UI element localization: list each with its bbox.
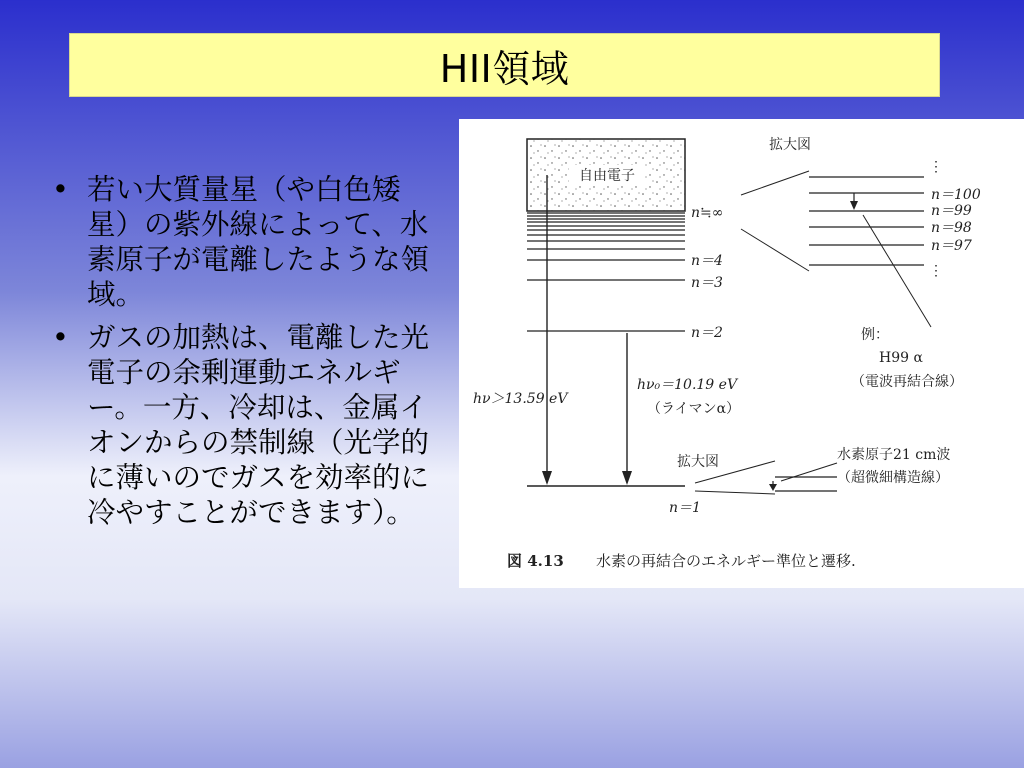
lyman-name-label: （ライマンα） (647, 401, 741, 417)
zoom-guide-bottom (741, 229, 809, 271)
enlarged-view-top-label: 拡大図 (769, 137, 811, 153)
level-n100: n＝100 (931, 187, 981, 203)
example-pointer (863, 215, 931, 327)
enlarged-view-bottom-label: 拡大図 (677, 454, 719, 470)
bullet-text: 若い大質量星（や白色矮星）の紫外線によって、水素原子が電離したような領域。 (87, 173, 430, 311)
level-n99: n＝99 (931, 203, 972, 219)
level-n4: n＝4 (691, 253, 723, 269)
figure-caption-number: 図 4.13 (507, 552, 564, 570)
level-n98: n＝98 (931, 220, 972, 236)
hyperfine-label: （超微細構造線） (837, 470, 949, 486)
dots-top-icon: ⋮ (929, 159, 943, 175)
h99-arrowhead-icon (850, 201, 858, 210)
h99-alpha-label: H99 α (879, 350, 923, 366)
dots-bottom-icon: ⋮ (929, 263, 943, 279)
level-n-inf: n≒∞ (691, 205, 724, 221)
figure-caption-text: 水素の再結合のエネルギー準位と遷移. (596, 552, 856, 570)
free-electron-label: 自由電子 (579, 168, 635, 184)
radio-recombination-label: （電波再結合線） (851, 374, 963, 390)
bullet-item (50, 320, 440, 530)
continuum-levels (527, 213, 685, 249)
ionization-arrowhead-icon (542, 471, 552, 485)
example-label: 例： (861, 327, 889, 343)
level-n2: n＝2 (691, 325, 723, 341)
title-box (69, 33, 940, 97)
21cm-pointer (781, 463, 837, 481)
bullet-dot-icon: • (52, 321, 69, 354)
energy-level-figure (459, 119, 1024, 588)
bullet-list (50, 172, 440, 538)
level-n97: n＝97 (931, 238, 972, 254)
level-n3: n＝3 (691, 275, 723, 291)
lyman-arrowhead-icon (622, 471, 632, 485)
bullet-item (50, 172, 440, 312)
21cm-arrowhead-icon (769, 484, 777, 491)
energy-level-diagram (459, 119, 1024, 588)
hydrogen-21cm-label: 水素原子21 cm波 (837, 447, 951, 463)
level-n1: n＝1 (669, 500, 701, 516)
zoom-guide-top (741, 171, 809, 195)
lyman-energy-label: hν₀＝10.19 eV (637, 377, 738, 393)
bullet-dot-icon: • (52, 173, 69, 206)
bullet-text: ガスの加熱は、電離した光電子の余剰運動エネルギー。一方、冷却は、金属イオンからの禁制線（光学的に薄いのでガスを効率的に冷やすことができます）。 (87, 321, 430, 529)
ionization-label: hν＞13.59 eV (473, 391, 568, 407)
slide-title: HII領域 (439, 46, 570, 91)
zoom-guide-21cm-bottom (695, 491, 775, 494)
